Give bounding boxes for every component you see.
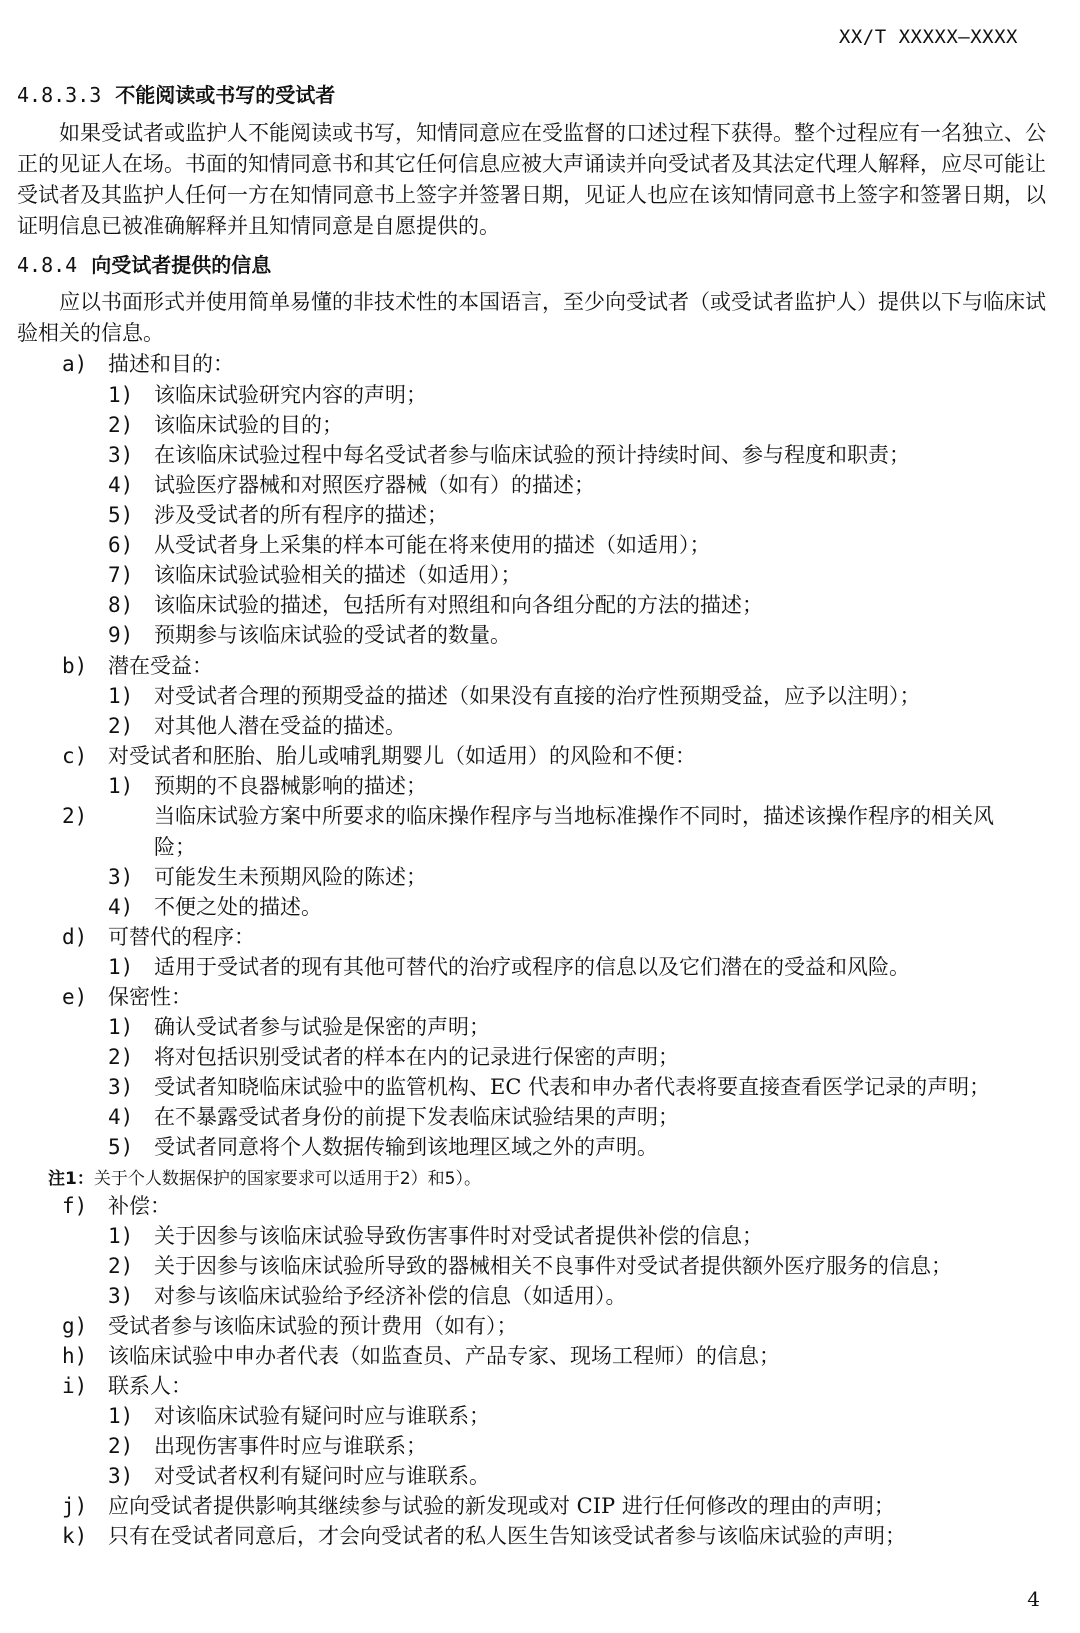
note-1	[48, 1164, 481, 1189]
note-label: 注1：	[48, 1169, 94, 1189]
section-heading-4-8-3-3	[17, 79, 335, 108]
list-item: 2) 该临床试验的目的；	[108, 413, 343, 437]
list-item: 8) 该临床试验的描述，包括所有对照组和向各组分配的方法的描述；	[108, 593, 763, 617]
list-item: 5) 受试者同意将个人数据传输到该地理区域之外的声明。	[108, 1135, 658, 1159]
list-item-g: g) 受试者参与该临床试验的预计费用（如有）；	[62, 1314, 518, 1338]
section-heading-4-8-4	[17, 249, 271, 278]
list-item: 1) 预期的不良器械影响的描述；	[108, 774, 427, 798]
section-number: 4.8.3.3	[17, 83, 102, 107]
list-item-f: f) 补偿：	[62, 1194, 171, 1218]
list-item-k: k) 只有在受试者同意后，才会向受试者的私人医生告知该受试者参与该临床试验的声明；	[62, 1524, 906, 1548]
list-item: 3) 对参与该临床试验给予经济补偿的信息（如适用）。	[108, 1284, 627, 1308]
list-item-j: j) 应向受试者提供影响其继续参与试验的新发现或对 CIP 进行任何修改的理由的声明；	[62, 1494, 895, 1518]
list-item: 1) 适用于受试者的现有其他可替代的治疗或程序的信息以及它们潜在的受益和风险。	[108, 955, 910, 979]
list-item-i: i) 联系人：	[62, 1374, 192, 1398]
list-item: 1) 对受试者合理的预期受益的描述（如果没有直接的治疗性预期受益，应予以注明）；	[108, 684, 921, 708]
page-number: 4	[1027, 1587, 1040, 1611]
section-title: 向受试者提供的信息	[91, 253, 272, 277]
list-item: 1) 关于因参与该临床试验导致伤害事件时对受试者提供补偿的信息；	[108, 1224, 763, 1248]
document-header: XX/T XXXXX—XXXX	[838, 26, 1018, 48]
list-item: 3) 在该临床试验过程中每名受试者参与临床试验的预计持续时间、参与程度和职责；	[108, 443, 910, 467]
list-item: 7) 该临床试验试验相关的描述（如适用）；	[108, 563, 522, 587]
list-item: 2) 对其他人潜在受益的描述。	[108, 714, 406, 738]
list-item-b: b) 潜在受益：	[62, 654, 213, 678]
list-item: 1) 确认受试者参与试验是保密的声明；	[108, 1015, 490, 1039]
section-title: 不能阅读或书写的受试者	[115, 83, 336, 107]
list-item: 2) 当临床试验方案中所要求的临床操作程序与当地标准操作不同时，描述该操作程序的相关风险；	[62, 804, 994, 859]
list-item: 2) 关于因参与该临床试验所导致的器械相关不良事件对受试者提供额外医疗服务的信息；	[108, 1254, 952, 1278]
list-item: 3) 受试者知晓临床试验中的监管机构、EC 代表和申办者代表将要直接查看医学记录的声明；	[108, 1075, 991, 1099]
list-item: 6) 从受试者身上采集的样本可能在将来使用的描述（如适用）；	[108, 533, 711, 557]
note-text: 关于个人数据保护的国家要求可以适用于2）和5）。	[93, 1169, 481, 1189]
list-item-c: c) 对受试者和胚胎、胎儿或哺乳期婴儿（如适用）的风险和不便：	[62, 744, 696, 768]
list-item: 4) 试验医疗器械和对照医疗器械（如有）的描述；	[108, 473, 595, 497]
paragraph-info-intro: 应以书面形式并使用简单易懂的非技术性的本国语言，至少向受试者（或受试者监护人）提供以下与临床试验相关的信息。	[17, 290, 1046, 345]
list-item: 5) 涉及受试者的所有程序的描述；	[108, 503, 448, 527]
list-item: 3) 可能发生未预期风险的陈述；	[108, 865, 427, 889]
list-item-h: h) 该临床试验中申办者代表（如监查员、产品专家、现场工程师）的信息；	[62, 1344, 780, 1368]
list-item: 4) 不便之处的描述。	[108, 895, 322, 919]
paragraph-illiterate-subjects: 如果受试者或监护人不能阅读或书写，知情同意应在受监督的口述过程下获得。整个过程应有一名独立、公正的见证人在场。书面的知情同意书和其它任何信息应被大声诵读并向受试者及其法定代理人解释，应尽可能让受试者及其监护人任何一方在知情同意书上签字并签署日期，见证人也应在该知情同意书上签字和签署日期，以证明信息已被准确解释并且知情同意是自愿提供的。	[17, 121, 1046, 238]
list-item: 4) 在不暴露受试者身份的前提下发表临床试验结果的声明；	[108, 1105, 679, 1129]
list-item: 2) 出现伤害事件时应与谁联系；	[108, 1434, 427, 1458]
list-item-a: a) 描述和目的：	[62, 352, 234, 376]
section-number: 4.8.4	[17, 253, 78, 277]
list-item: 9) 预期参与该临床试验的受试者的数量。	[108, 623, 511, 647]
list-item: 2) 将对包括识别受试者的样本在内的记录进行保密的声明；	[108, 1045, 679, 1069]
list-item: 1) 对该临床试验有疑问时应与谁联系；	[108, 1404, 490, 1428]
list-item-e: e) 保密性：	[62, 985, 192, 1009]
list-item-d: d) 可替代的程序：	[62, 925, 255, 949]
list-item: 1) 该临床试验研究内容的声明；	[108, 383, 427, 407]
list-item: 3) 对受试者权利有疑问时应与谁联系。	[108, 1464, 490, 1488]
